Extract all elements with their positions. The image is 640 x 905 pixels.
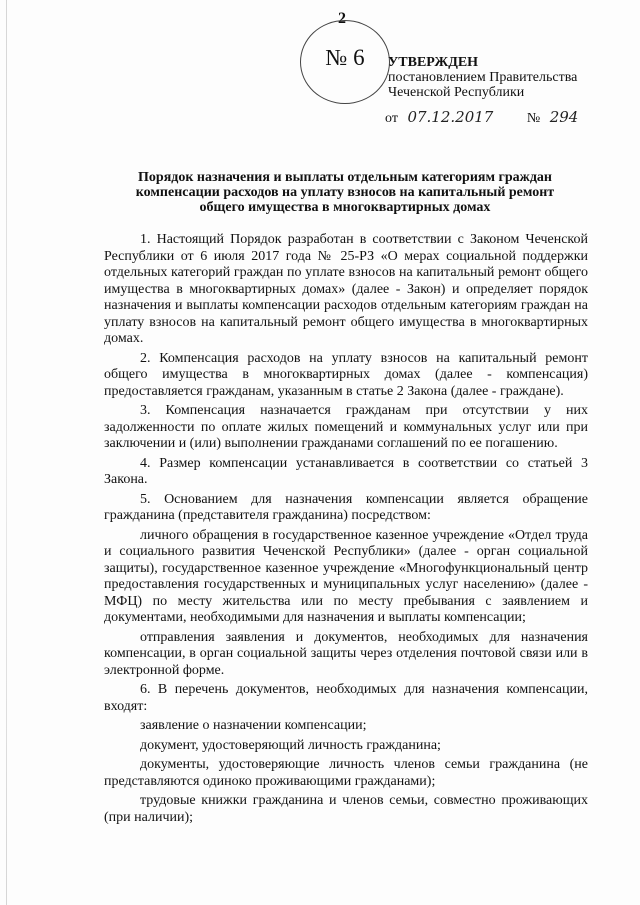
- number-value: 294: [549, 108, 579, 126]
- registration-stamp: [300, 20, 390, 104]
- date-prefix: от: [385, 111, 398, 126]
- approval-line-2: Чеченской Республики: [388, 85, 525, 100]
- paragraph: 3. Компенсация назначается гражданам при отсутствии у них задолженности по оплате жилых помещений и коммунальных услуг или при заключении и (или) выполнении гражданами соглашений по ее погашению.: [104, 403, 588, 451]
- paragraph: трудовые книжки гражданина и членов семьи, совместно проживающих (при наличии);: [104, 793, 588, 825]
- number-prefix: №: [526, 111, 541, 126]
- paragraph: отправления заявления и документов, необходимых для назначения компенсации, в орган социальной защиты через отделения почтовой связи или в электронной форме.: [104, 629, 588, 678]
- document-body: [104, 232, 588, 829]
- scan-edge: [6, 0, 7, 905]
- page-number: 2: [338, 10, 346, 27]
- paragraph: документы, удостоверяющие личность членов семьи гражданина (не представляются одиноко проживающими гражданами);: [104, 757, 588, 789]
- approval-line-1: постановлением Правительства: [388, 70, 578, 85]
- paragraph: 5. Основанием для назначения компенсации является обращение гражданина (представителя гражданина) посредством:: [104, 491, 588, 523]
- paragraph: 2. Компенсация расходов на уплату взносов на капитальный ремонт общего имущества в многоквартирных домах (далее - компенсация) предоставляется гражданам, указанным в статье 2 Закона (далее - граждане).: [104, 350, 588, 399]
- approval-date-line: [385, 108, 578, 127]
- paragraph: документ, удостоверяющий личность гражданина;: [140, 737, 441, 753]
- paragraph: 1. Настоящий Порядок разработан в соответствии с Законом Чеченской Республики от 6 июля 2017 года № 25-РЗ «О мерах социальной поддержки отдельных категорий граждан по уплате взносов на капитальный ремонт общего имущества в многоквартирных домах» (далее - Закон) и определяет порядок назначения и выплаты компенсации расходов отдельным категориям граждан на уплату взносов на капитальный ремонт общего имущества в многоквартирных домах.: [104, 232, 588, 346]
- stamp-number: № 6: [325, 45, 365, 70]
- date-value: 07.12.2017: [407, 108, 494, 126]
- paragraph: 6. В перечень документов, необходимых для назначения компенсации, входят:: [104, 682, 588, 714]
- approval-title: УТВЕРЖДЕН: [388, 55, 479, 70]
- paragraph: личного обращения в государственное казенное учреждение «Отдел труда и социального развития Чеченской Республики» (далее - орган социальной защиты), государственное казенное учреждение «Многофункциональный центр предоставления государственных и муниципальных услуг населению» (далее - МФЦ) по месту жительства или по месту пребывания с заявлением и документами, необходимыми для назначения и выплаты компенсации;: [104, 527, 588, 625]
- paragraph: заявление о назначении компенсации;: [140, 718, 367, 733]
- document-title: Порядок назначения и выплаты отдельным категориям граждан компенсации расходов на уплату взносов на капитальный ремонт общего имущества в многоквартирных домах: [135, 170, 555, 215]
- approval-block: [388, 55, 577, 100]
- paragraph: 4. Размер компенсации устанавливается в соответствии со статьей 3 Закона.: [104, 455, 588, 487]
